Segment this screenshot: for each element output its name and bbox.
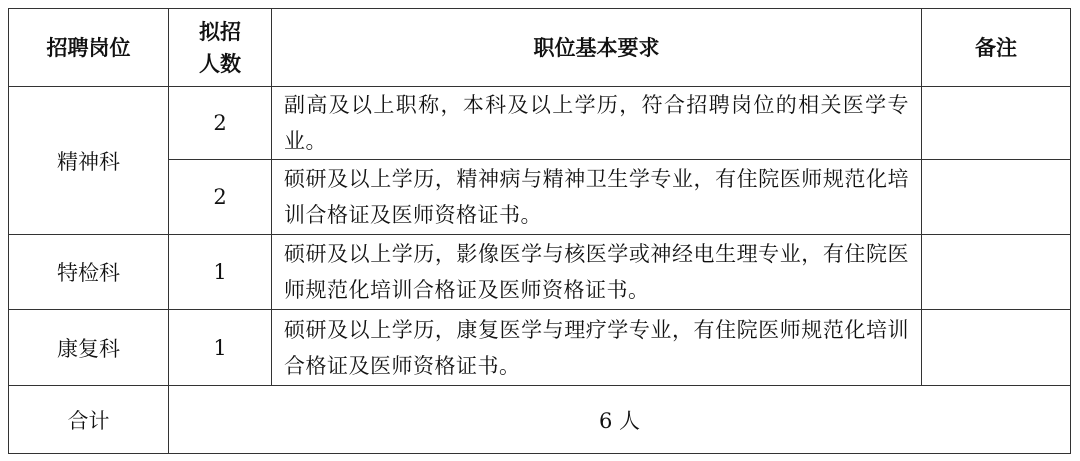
total-row — [9, 386, 1071, 454]
total-label: 合计 — [9, 386, 169, 454]
note-cell — [922, 235, 1071, 310]
requirement-cell: 硕研及以上学历，精神病与精神卫生学专业，有住院医师规范化培训合格证及医师资格证书。 — [272, 160, 922, 235]
count-cell: 2 — [169, 87, 272, 160]
requirement-cell: 硕研及以上学历，康复医学与理疗学专业，有住院医师规范化培训合格证及医师资格证书。 — [272, 310, 922, 386]
header-row — [9, 9, 1071, 87]
note-cell — [922, 310, 1071, 386]
header-count-line2: 人数 — [199, 51, 241, 76]
note-cell — [922, 87, 1071, 160]
recruitment-table — [8, 8, 1071, 454]
table-row — [9, 87, 1071, 160]
count-cell: 2 — [169, 160, 272, 235]
header-position: 招聘岗位 — [9, 9, 169, 87]
table-row — [9, 160, 1071, 235]
department-cell: 特检科 — [9, 235, 169, 310]
department-cell: 康复科 — [9, 310, 169, 386]
count-cell: 1 — [169, 235, 272, 310]
header-requirements: 职位基本要求 — [272, 9, 922, 87]
header-notes: 备注 — [922, 9, 1071, 87]
requirement-cell: 副高及以上职称，本科及以上学历，符合招聘岗位的相关医学专业。 — [272, 87, 922, 160]
count-cell: 1 — [169, 310, 272, 386]
department-cell: 精神科 — [9, 87, 169, 235]
requirement-cell: 硕研及以上学历，影像医学与核医学或神经电生理专业，有住院医师规范化培训合格证及医师资格证书。 — [272, 235, 922, 310]
header-count-line1: 拟招 — [199, 19, 241, 44]
total-value: 6 人 — [169, 386, 1071, 454]
header-count — [169, 9, 272, 87]
table-row — [9, 235, 1071, 310]
table-row — [9, 310, 1071, 386]
note-cell — [922, 160, 1071, 235]
